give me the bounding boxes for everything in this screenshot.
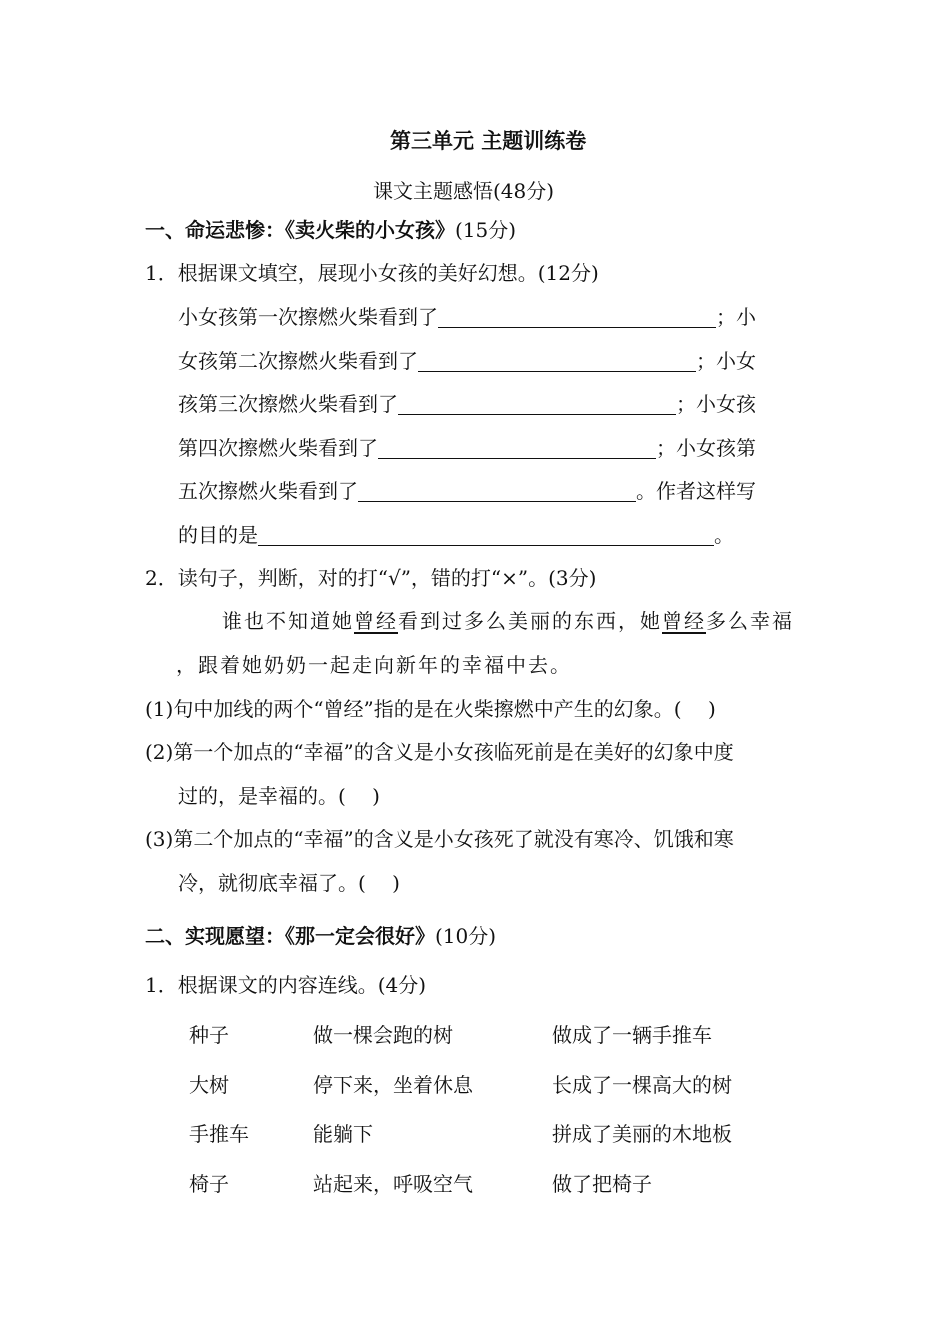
match-col1-item[interactable]: 种子	[189, 1023, 229, 1047]
s2-q1-label: 1．根据课文的内容连线。(4分)	[145, 973, 427, 997]
match-col1-item[interactable]: 椅子	[189, 1172, 229, 1196]
section1-heading	[145, 217, 516, 243]
fill-blank-5[interactable]	[358, 481, 636, 502]
s1-q1-line5-pre: 五次擦燃火柴看到了	[178, 479, 358, 503]
s1-q2-quote-line1	[222, 608, 794, 634]
s1-q1-line2-post: ；小女	[696, 349, 756, 373]
s1-q1-line1-post: ；小	[716, 305, 756, 329]
quote-underlined-2: 曾经	[662, 609, 706, 633]
fill-blank-1[interactable]	[438, 307, 716, 328]
s1-q1-line3-pre: 孩第三次擦燃火柴看到了	[178, 392, 398, 416]
s1-q1-line1	[178, 304, 756, 330]
s1-q2-statement-3b: 冷，就彻底幸福了。( )	[178, 871, 400, 895]
s1-q2-quote-line2: ，跟着她奶奶一起走向新年的幸福中去。	[176, 653, 572, 677]
s1-q1-line5-post: 。作者这样写	[636, 479, 756, 503]
section1-score: (15分)	[455, 218, 517, 242]
fill-blank-3[interactable]	[398, 394, 676, 415]
s1-q1-line2	[178, 348, 756, 374]
s1-q1-line6-post: 。	[714, 523, 734, 547]
match-col2-item[interactable]: 停下来，坐着休息	[313, 1073, 473, 1097]
quote-underlined-1: 曾经	[354, 609, 398, 633]
section1-heading-text: 一、命运悲惨：《卖火柴的小女孩》	[145, 218, 455, 242]
page-title: 第三单元 主题训练卷	[390, 129, 587, 153]
s1-q1-line6-pre: 的目的是	[178, 523, 258, 547]
match-col3-item[interactable]: 做成了一辆手推车	[552, 1023, 712, 1047]
match-col2-item[interactable]: 做一棵会跑的树	[313, 1023, 453, 1047]
s1-q2-statement-2a: (2)第一个加点的“幸福”的含义是小女孩临死前是在美好的幻象中度	[145, 740, 734, 764]
s1-q1-line4-post: ；小女孩第	[656, 436, 756, 460]
fill-blank-6[interactable]	[258, 525, 714, 546]
match-col3-item[interactable]: 长成了一棵高大的树	[552, 1073, 732, 1097]
s1-q1-line2-pre: 女孩第二次擦燃火柴看到了	[178, 349, 418, 373]
fill-blank-4[interactable]	[378, 438, 656, 459]
s1-q1-line3	[178, 391, 756, 417]
s1-q1-line4-pre: 第四次擦燃火柴看到了	[178, 436, 378, 460]
s1-q2-statement-2b: 过的，是幸福的。( )	[178, 784, 380, 808]
page-subtitle: 课文主题感悟(48分)	[373, 179, 555, 203]
section2-heading-text: 二、实现愿望：《那一定会很好》	[145, 924, 435, 948]
match-col3-item[interactable]: 做了把椅子	[552, 1172, 652, 1196]
s1-q1-line5	[178, 478, 756, 504]
quote-part-b: 看到过多么美丽的东西，她	[398, 609, 662, 633]
section2-heading	[145, 923, 496, 949]
match-col3-item[interactable]: 拼成了美丽的木地板	[552, 1122, 732, 1146]
s1-q1-line3-post: ；小女孩	[676, 392, 756, 416]
quote-part-a: 谁也不知道她	[222, 609, 354, 633]
fill-blank-2[interactable]	[418, 351, 696, 372]
s1-q2-statement-3a: (3)第二个加点的“幸福”的含义是小女孩死了就没有寒冷、饥饿和寒	[145, 827, 734, 851]
quote-part-c: 多么幸福	[706, 609, 794, 633]
match-col1-item[interactable]: 大树	[189, 1073, 229, 1097]
section2-score: (10分)	[435, 924, 497, 948]
match-col2-item[interactable]: 站起来，呼吸空气	[313, 1172, 473, 1196]
s1-q1-line6	[178, 522, 734, 548]
s1-q1-line4	[178, 435, 756, 461]
s1-q1-line1-pre: 小女孩第一次擦燃火柴看到了	[178, 305, 438, 329]
s1-q2-label: 2．读句子，判断，对的打“√”，错的打“×”。(3分)	[145, 566, 597, 590]
s1-q1-label: 1．根据课文填空，展现小女孩的美好幻想。(12分)	[145, 261, 599, 285]
s1-q2-statement-1: (1)句中加线的两个“曾经”指的是在火柴擦燃中产生的幻象。( )	[145, 697, 716, 721]
match-col1-item[interactable]: 手推车	[189, 1122, 249, 1146]
match-col2-item[interactable]: 能躺下	[313, 1122, 373, 1146]
